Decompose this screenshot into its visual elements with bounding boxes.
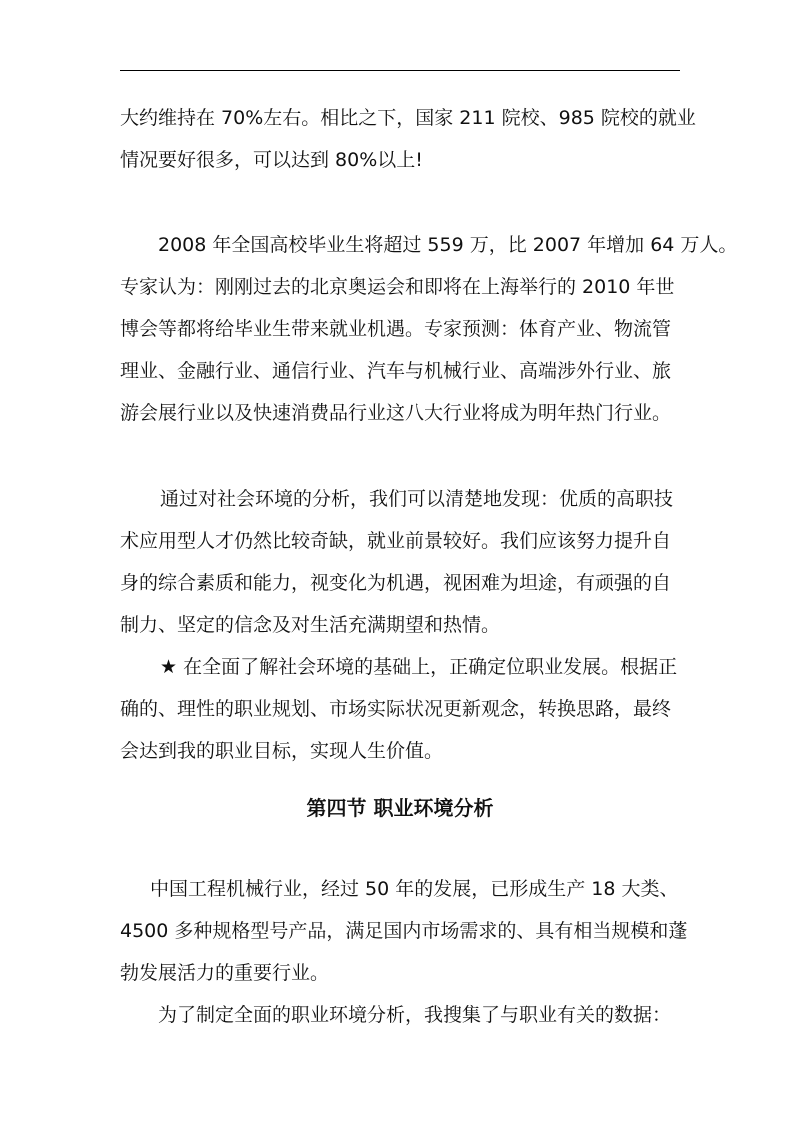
paragraph-2-line-4: 理业、金融行业、通信行业、汽车与机械行业、高端涉外行业、旅	[120, 360, 672, 382]
paragraph-2-line-1: 2008 年全国高校毕业生将超过 559 万，比 2007 年增加 64 万人。	[158, 234, 738, 256]
header-rule	[120, 70, 680, 71]
paragraph-1-line-1: 大约维持在 70%左右。相比之下，国家 211 院校、985 院校的就业	[120, 107, 696, 129]
paragraph-5-line-2: 4500 多种规格型号产品，满足国内市场需求的、具有相当规模和蓬	[120, 920, 688, 942]
paragraph-1-line-2: 情况要好很多，可以达到 80%以上!	[120, 149, 423, 171]
paragraph-4-line-2: 确的、理性的职业规划、市场实际状况更新观念，转换思路，最终	[120, 698, 672, 720]
paragraph-5-line-3: 勃发展活力的重要行业。	[120, 962, 330, 984]
paragraph-2-line-5: 游会展行业以及快速消费品行业这八大行业将成为明年热门行业。	[120, 402, 672, 424]
paragraph-3-line-4: 制力、坚定的信念及对生活充满期望和热情。	[120, 614, 501, 636]
paragraph-3-line-3: 身的综合素质和能力，视变化为机遇，视困难为坦途，有顽强的自	[120, 572, 672, 594]
paragraph-4-line-3: 会达到我的职业目标，实现人生价值。	[120, 740, 444, 762]
paragraph-4-line-1: ★ 在全面了解社会环境的基础上，正确定位职业发展。根据正	[160, 656, 678, 678]
paragraph-6-line-1: 为了制定全面的职业环境分析，我搜集了与职业有关的数据：	[158, 1004, 672, 1026]
paragraph-3-line-1: 通过对社会环境的分析，我们可以清楚地发现：优质的高职技	[160, 488, 674, 510]
paragraph-2-line-2: 专家认为：刚刚过去的北京奥运会和即将在上海举行的 2010 年世	[120, 276, 675, 298]
section-heading: 第四节 职业环境分析	[306, 796, 494, 820]
paragraph-5-line-1: 中国工程机械行业，经过 50 年的发展，已形成生产 18 大类、	[150, 878, 679, 900]
paragraph-2-line-3: 博会等都将给毕业生带来就业机遇。专家预测：体育产业、物流管	[120, 318, 672, 340]
paragraph-3-line-2: 术应用型人才仍然比较奇缺，就业前景较好。我们应该努力提升自	[120, 530, 672, 552]
